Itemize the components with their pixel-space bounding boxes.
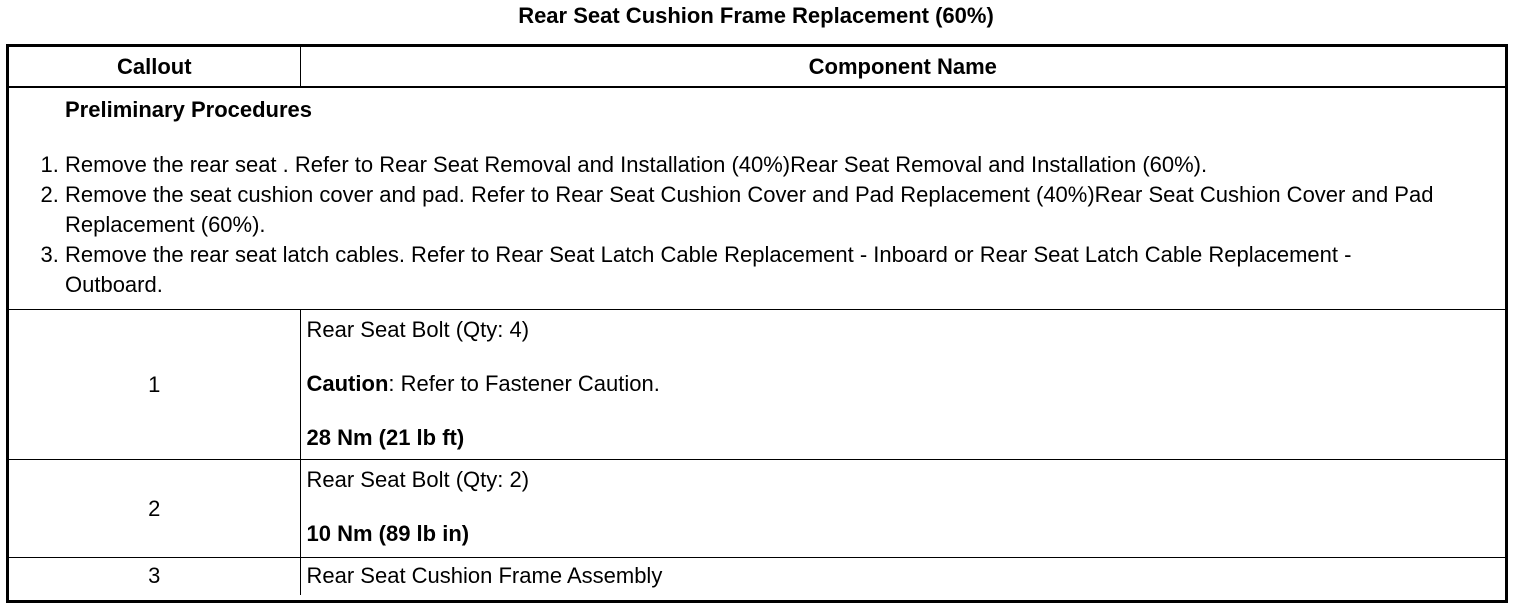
page-title: Rear Seat Cushion Frame Replacement (60%) [518, 3, 994, 28]
callout-number: 3 [9, 558, 300, 595]
preliminary-steps-list [29, 150, 1445, 300]
preliminary-step: 3. Remove the rear seat latch cables. Refer to Rear Seat Latch Cable Replacement - Inboard or Rear Seat Latch Cable Replacement - Outboard. [65, 240, 1445, 300]
header-component-name: Component Name [300, 47, 1505, 87]
component-name: Rear Seat Cushion Frame Assembly [306, 563, 663, 588]
preliminary-procedures-heading: Preliminary Procedures [65, 97, 313, 122]
caution-note [307, 370, 1500, 398]
component-name: Rear Seat Bolt (Qty: 4) [306, 317, 530, 342]
component-cell [300, 558, 1505, 595]
caution-label: Caution [306, 371, 389, 396]
callout-number: 2 [9, 460, 300, 558]
torque-spec: 10 Nm (89 lb in) [306, 521, 470, 546]
torque-spec: 28 Nm (21 lb ft) [306, 425, 465, 450]
callout-number: 1 [9, 310, 300, 460]
component-name: Rear Seat Bolt (Qty: 2) [306, 467, 530, 492]
component-cell [300, 310, 1505, 460]
preliminary-row [9, 87, 1505, 310]
component-cell [300, 460, 1505, 558]
table-row [9, 310, 1505, 460]
caution-text: : Refer to Fastener Caution. [388, 371, 660, 396]
procedure-table-frame [6, 44, 1508, 603]
preliminary-step: 2. Remove the seat cushion cover and pad. Refer to Rear Seat Cushion Cover and Pad Replacement (40%)Rear Seat Cushion Cover and Pad Replacement (60%). [65, 180, 1445, 240]
preliminary-procedures-cell [9, 87, 1505, 310]
table-row [9, 558, 1505, 595]
preliminary-step: 1. Remove the rear seat . Refer to Rear Seat Removal and Installation (40%)Rear Seat Removal and Installation (60%). [65, 150, 1445, 180]
procedure-table [9, 47, 1505, 595]
table-row [9, 460, 1505, 558]
header-callout: Callout [9, 47, 300, 87]
table-header-row [9, 47, 1505, 87]
